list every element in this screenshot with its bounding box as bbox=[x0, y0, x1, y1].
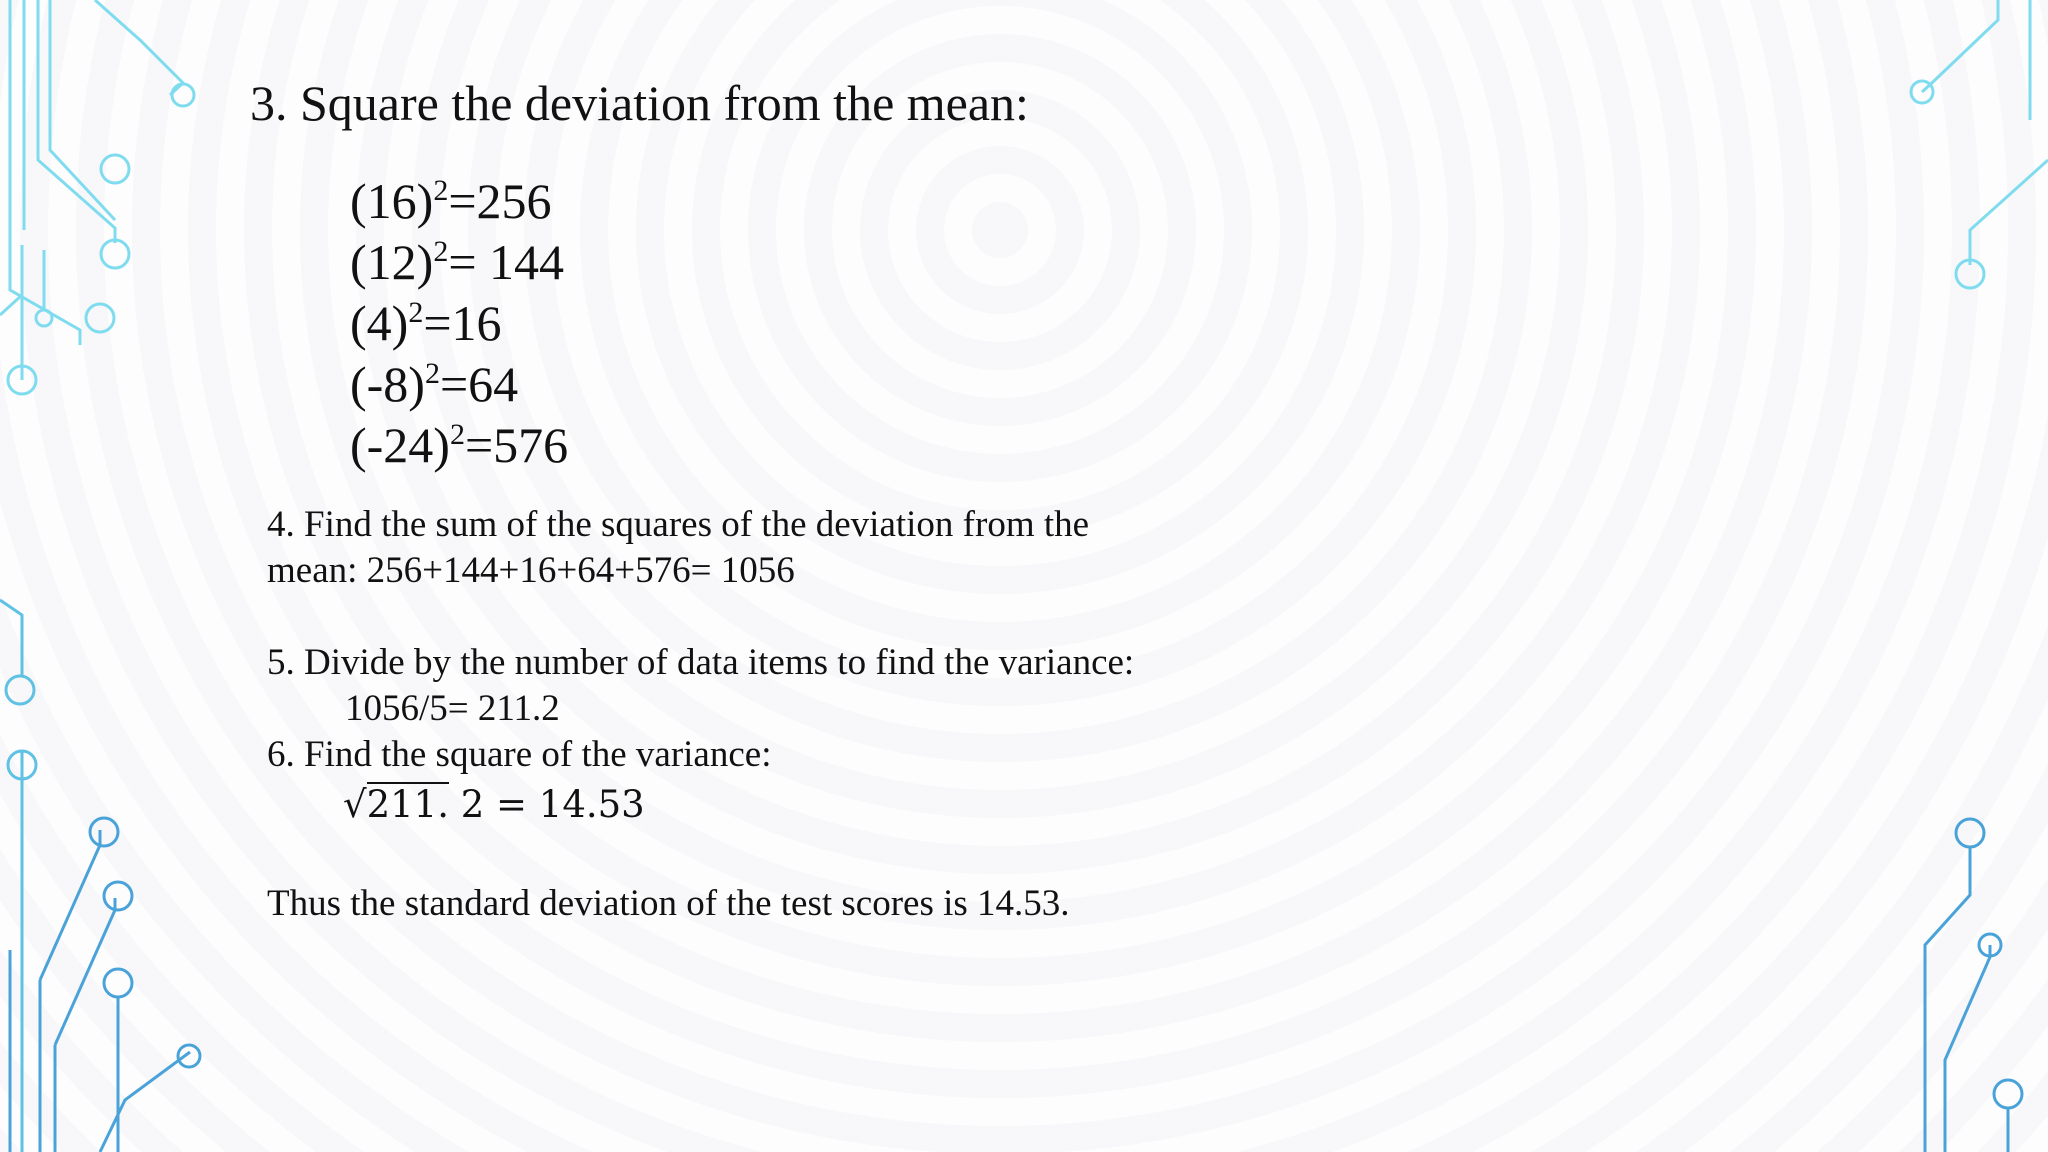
square-base: (-8) bbox=[350, 356, 425, 412]
step6-line1: 6. Find the square of the variance: bbox=[267, 734, 772, 775]
square-row bbox=[350, 294, 502, 352]
square-result: =256 bbox=[448, 173, 552, 229]
step5-line1: 5. Divide by the number of data items to find the variance: bbox=[267, 642, 1135, 683]
square-row bbox=[350, 355, 518, 413]
square-base: (4) bbox=[350, 295, 409, 351]
square-row bbox=[350, 172, 552, 230]
sqrt-formula bbox=[343, 782, 645, 826]
square-row bbox=[350, 233, 564, 291]
square-exponent: 2 bbox=[433, 174, 449, 207]
square-exponent: 2 bbox=[449, 418, 465, 451]
square-row bbox=[350, 416, 568, 474]
square-base: (16) bbox=[350, 173, 434, 229]
square-result: =16 bbox=[423, 295, 502, 351]
step4-line2: mean: 256+144+16+64+576= 1056 bbox=[267, 550, 795, 591]
square-exponent: 2 bbox=[433, 235, 449, 268]
radicand: 211. bbox=[366, 783, 449, 826]
step4-line1: 4. Find the sum of the squares of the deviation from the bbox=[267, 504, 1090, 545]
square-exponent: 2 bbox=[424, 357, 440, 390]
formula-result: 2 = 14.53 bbox=[448, 783, 645, 826]
step3-heading: 3. Square the deviation from the mean: bbox=[250, 75, 1029, 131]
square-result: = 144 bbox=[448, 234, 565, 290]
square-base: (-24) bbox=[350, 417, 450, 473]
conclusion: Thus the standard deviation of the test scores is 14.53. bbox=[267, 883, 1070, 924]
square-base: (12) bbox=[350, 234, 434, 290]
radical-symbol: √ bbox=[343, 783, 367, 826]
step5-line2: 1056/5= 211.2 bbox=[345, 688, 560, 729]
square-result: =64 bbox=[439, 356, 519, 412]
square-result: =576 bbox=[464, 417, 569, 473]
square-exponent: 2 bbox=[408, 296, 424, 329]
